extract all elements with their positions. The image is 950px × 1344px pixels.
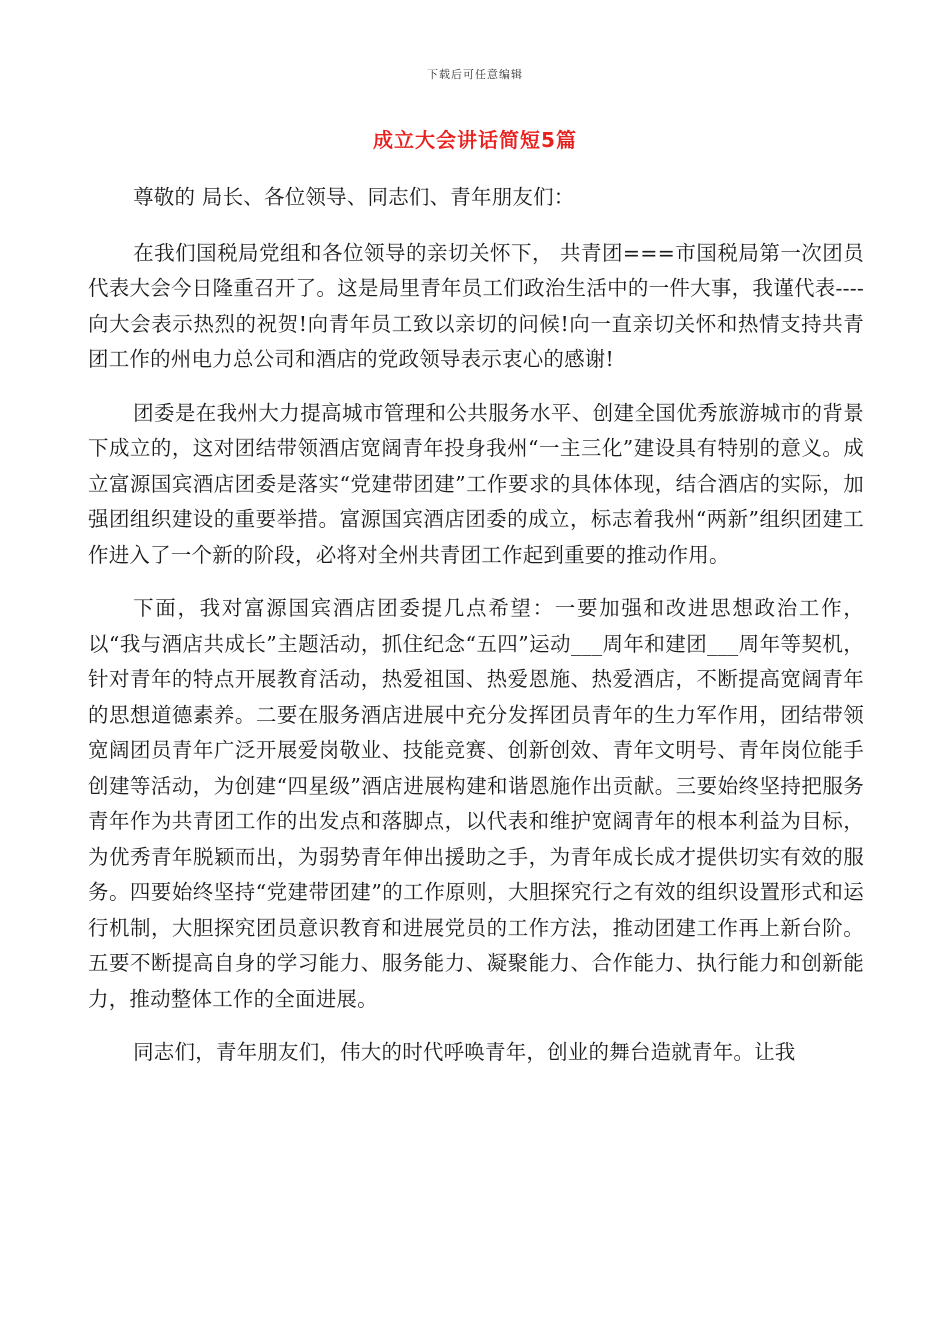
paragraph: 在我们国税局党组和各位领导的亲切关怀下， 共青团===市国税局第一次团员代表大会今日隆重召开了。这是局里青年员工们政治生活中的一件大事，我谨代表----向大会表示热烈的祝贺!向青年员工致以亲切的问候!向一直亲切关怀和热情支持共青团工作的州电力总公司和酒店的党政领导表示衷心的感谢! <box>88 240 864 371</box>
header-note: 下载后可任意编辑 <box>427 68 523 81</box>
paragraph: 下面，我对富源国宾酒店团委提几点希望：一要加强和改进思想政治工作，以“我与酒店共成长”主题活动，抓住纪念“五四”运动___周年和建团___周年等契机，针对青年的特点开展教育活动，热爱祖国、热爱恩施、热爱酒店，不断提高宽阔青年的思想道德素养。二要在服务酒店进展中充分发挥团员青年的生力军作用，团结带领宽阔团员青年广泛开展爱岗敬业、技能竞赛、创新创效、青年文明号、青年岗位能手创建等活动，为创建“四星级”酒店进展构建和谐恩施作出贡献。三要始终坚持把服务青年作为共青团工作的出发点和落脚点，以代表和维护宽阔青年的根本利益为目标，为优秀青年脱颖而出，为弱势青年伸出援助之手，为青年成长成才提供切实有效的服务。四要始终坚持“党建带团建”的工作原则，大胆探究行之有效的组织设置形式和运行机制，大胆探究团员意识教育和进展党员的工作方法，推动团建工作再上新台阶。五要不断提高自身的学习能力、服务能力、凝聚能力、合作能力、执行能力和创新能力，推动整体工作的全面进展。 <box>88 596 864 1011</box>
paragraph: 团委是在我州大力提高城市管理和公共服务水平、创建全国优秀旅游城市的背景下成立的，这对团结带领酒店宽阔青年投身我州“一主三化”建设具有特别的意义。成立富源国宾酒店团委是落实“党建带团建”工作要求的具体体现，结合酒店的实际，加强团组织建设的重要举措。富源国宾酒店团委的成立，标志着我州“两新”组织团建工作进入了一个新的阶段，必将对全州共青团工作起到重要的推动作用。 <box>88 400 864 567</box>
paragraph: 同志们，青年朋友们，伟大的时代呼唤青年，创业的舞台造就青年。让我 <box>133 1040 796 1064</box>
document-title: 成立大会讲话简短5篇 <box>373 128 577 152</box>
paragraph-greeting: 尊敬的 局长、各位领导、同志们、青年朋友们： <box>133 185 575 209</box>
document-body <box>88 180 864 1089</box>
